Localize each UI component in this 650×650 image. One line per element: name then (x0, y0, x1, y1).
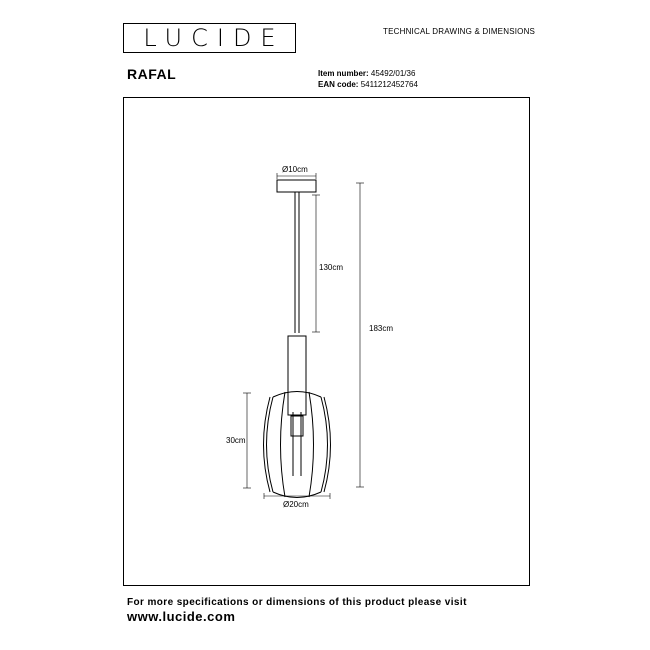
dimension-total-height (356, 183, 364, 487)
document-caption: TECHNICAL DRAWING & DIMENSIONS (383, 27, 536, 36)
total-height-label: 183cm (369, 324, 394, 333)
shade-height-label: 30cm (226, 436, 246, 445)
item-number-value: 45492/01/36 (370, 69, 416, 78)
shade-rib (309, 392, 314, 497)
ean-value: 5411212452764 (360, 80, 418, 89)
canopy (277, 180, 316, 192)
ean-label: EAN code: (318, 80, 359, 89)
lamp-holder (288, 336, 306, 415)
shade-top-ring (273, 392, 321, 398)
item-number-label: Item number: (318, 69, 369, 78)
product-name: RAFAL (127, 66, 177, 82)
shade-rib (267, 397, 274, 492)
logo-text: LUCIDE (143, 24, 285, 52)
shade-cage (264, 392, 331, 498)
shade-diameter-label: Ø20cm (283, 500, 309, 509)
shade-bottom-ring (273, 492, 321, 498)
footer-note: For more specifications or dimensions of this product please visit (127, 597, 467, 608)
cable-length-label: 130cm (319, 263, 344, 272)
shade-rib (281, 392, 286, 497)
dimension-shade-diameter (264, 493, 330, 499)
website-link[interactable]: www.lucide.com (127, 609, 236, 624)
canopy-diameter-label: Ø10cm (282, 165, 308, 174)
shade-rib (321, 397, 328, 492)
